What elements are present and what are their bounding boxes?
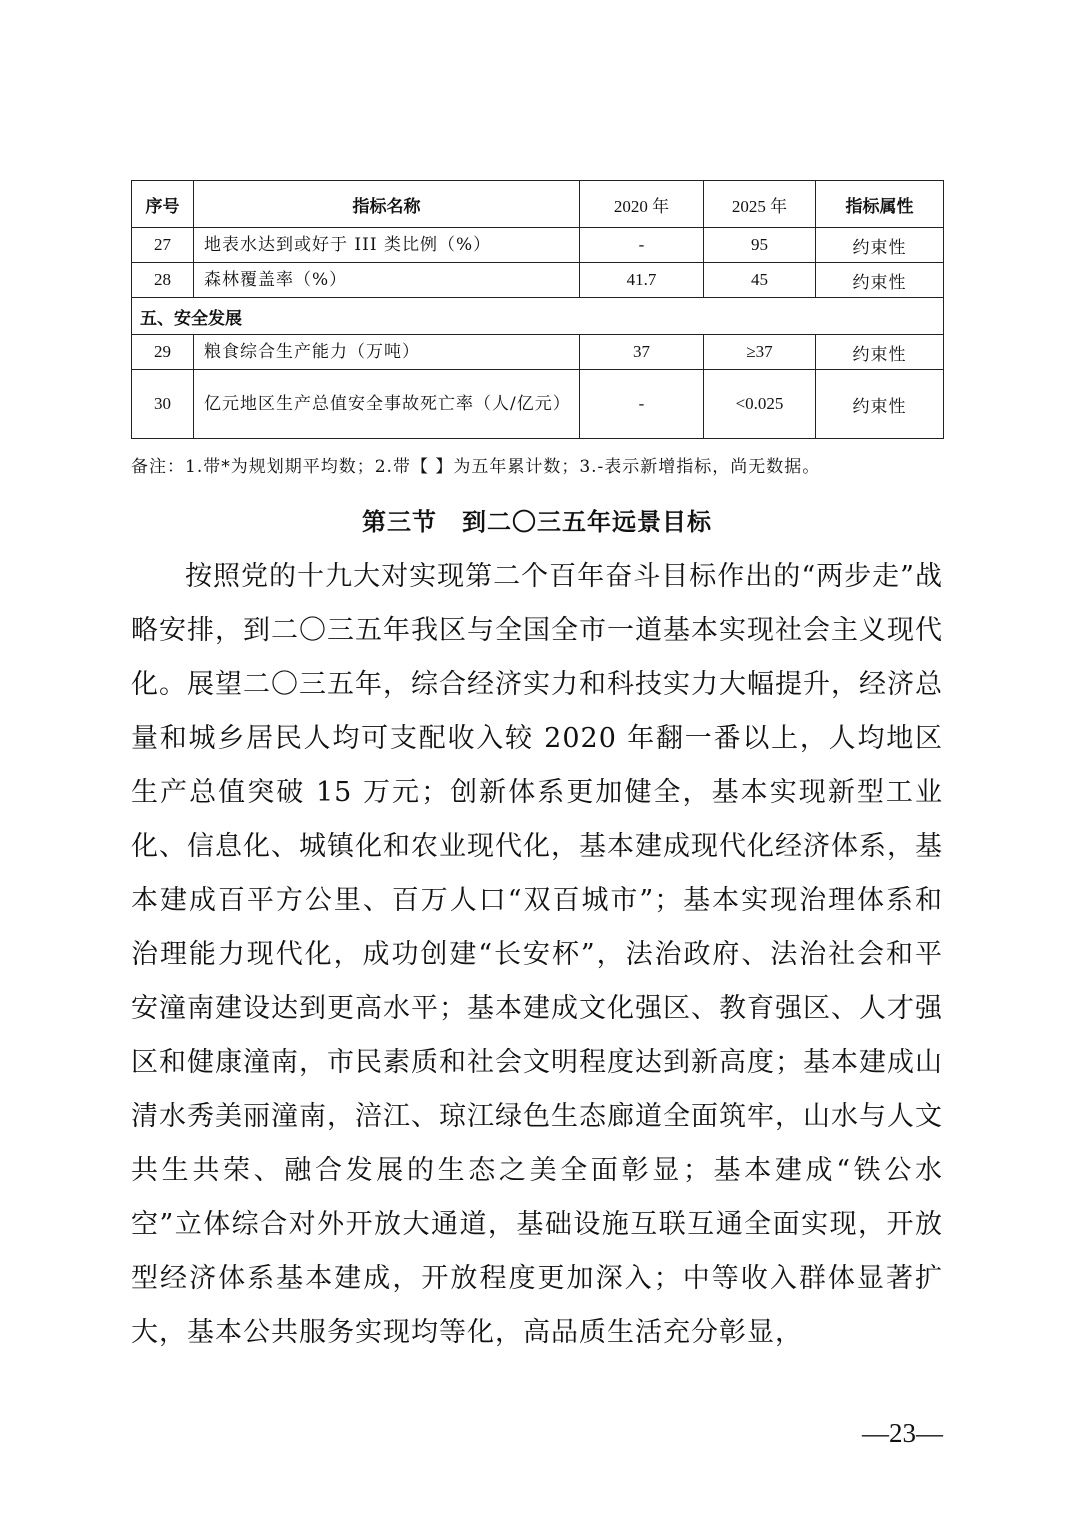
- indicator-table: [131, 180, 944, 439]
- row-value-2020: -: [580, 228, 704, 263]
- row-attribute: 约束性: [816, 335, 944, 370]
- row-serial: 27: [132, 228, 194, 263]
- row-value-2025: ≥37: [704, 335, 816, 370]
- row-serial: 29: [132, 335, 194, 370]
- section-label: 五、安全发展: [132, 298, 944, 335]
- header-attribute: 指标属性: [816, 181, 944, 228]
- header-serial: 序号: [132, 181, 194, 228]
- row-serial: 30: [132, 370, 194, 439]
- page-number: —23—: [862, 1418, 943, 1448]
- header-indicator-name: 指标名称: [194, 181, 580, 228]
- row-serial: 28: [132, 263, 194, 298]
- row-value-2025: <0.025: [704, 370, 816, 439]
- row-indicator-name: 亿元地区生产总值安全事故死亡率（人/亿元）: [194, 370, 580, 439]
- row-value-2025: 45: [704, 263, 816, 298]
- table-row: [132, 370, 944, 439]
- row-attribute: 约束性: [816, 370, 944, 439]
- row-attribute: 约束性: [816, 228, 944, 263]
- header-2020: 2020 年: [580, 181, 704, 228]
- header-2025: 2025 年: [704, 181, 816, 228]
- row-value-2020: -: [580, 370, 704, 439]
- row-value-2020: 41.7: [580, 263, 704, 298]
- table-row: [132, 228, 944, 263]
- section-title: 第三节 到二〇三五年远景目标: [362, 507, 712, 536]
- row-indicator-name: 粮食综合生产能力（万吨）: [194, 335, 580, 370]
- table-section-row: [132, 298, 944, 335]
- row-attribute: 约束性: [816, 263, 944, 298]
- table-row: [132, 335, 944, 370]
- row-value-2020: 37: [580, 335, 704, 370]
- row-value-2025: 95: [704, 228, 816, 263]
- table-header-row: [132, 181, 944, 228]
- body-paragraph: 按照党的十九大对实现第二个百年奋斗目标作出的“两步走”战略安排，到二〇三五年我区与全国全市一道基本实现社会主义现代化。展望二〇三五年，综合经济实力和科技实力大幅提升，经济总量和城乡居民人均可支配收入较 2020 年翻一番以上，人均地区生产总值突破 15 万元；创新体系更加健全，基本实现新型工业化、信息化、城镇化和农业现代化，基本建成现代化经济体系，基本建成百平方公里、百万人口“双百城市”；基本实现治理体系和治理能力现代化，成功创建“长安杯”，法治政府、法治社会和平安潼南建设达到更高水平；基本建成文化强区、教育强区、人才强区和健康潼南，市民素质和社会文明程度达到新高度；基本建成山清水秀美丽潼南，涪江、琼江绿色生态廊道全面筑牢，山水与人文共生共荣、融合发展的生态之美全面彰显；基本建成“铁公水空”立体综合对外开放大通道，基础设施互联互通全面实现，开放型经济体系基本建成，开放程度更加深入；中等收入群体显著扩大，基本公共服务实现均等化，高品质生活充分彰显，: [131, 561, 943, 1348]
- row-indicator-name: 森林覆盖率（%）: [194, 263, 580, 298]
- table-note: 备注：1.带*为规划期平均数；2.带【 】为五年累计数；3.-表示新增指标，尚无数据。: [131, 457, 821, 477]
- row-indicator-name: 地表水达到或好于 III 类比例（%）: [194, 228, 580, 263]
- table-row: [132, 263, 944, 298]
